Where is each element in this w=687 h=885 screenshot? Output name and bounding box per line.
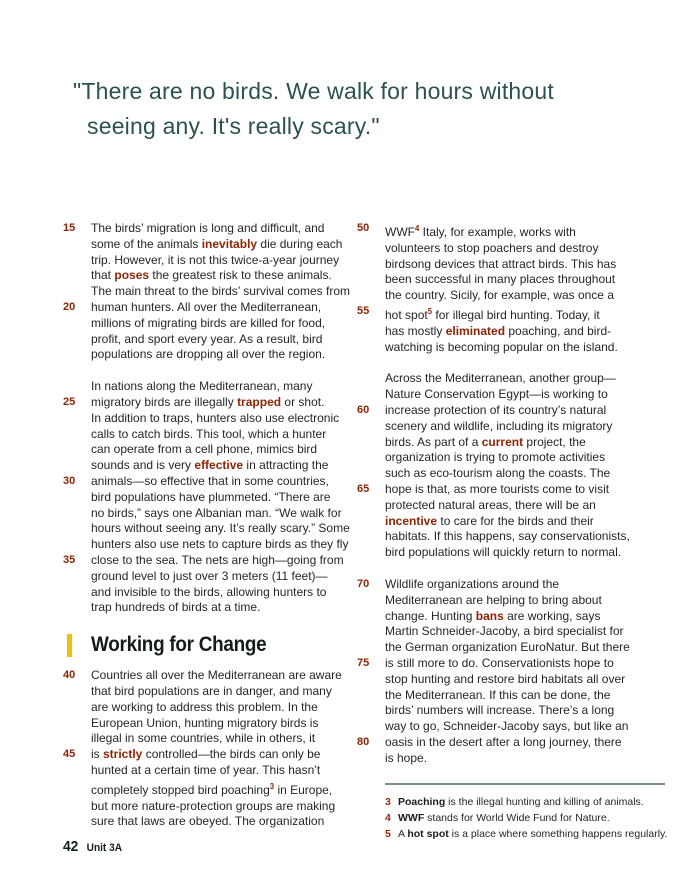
line-text: hunters also use nets to capture birds as they fly (91, 537, 349, 552)
text-line (357, 304, 665, 324)
line-text: The birds’ migration is long and difficult, and (91, 221, 325, 235)
text-line (63, 458, 357, 474)
text-line (357, 593, 665, 609)
text-line (357, 577, 665, 593)
text-line (63, 347, 357, 363)
text-line (63, 474, 357, 490)
text-line (63, 569, 357, 585)
line-text: the country. Sicily, for example, was once a (385, 288, 614, 303)
line-text: organization is trying to promote activities (385, 450, 606, 465)
line-number: 15 (63, 222, 76, 234)
text-line (63, 237, 357, 253)
text-line (357, 672, 665, 688)
line-text: the German organization EuroNatur. But there (385, 640, 630, 655)
vocabulary-word: eliminated (445, 323, 506, 338)
reading-column-left (63, 221, 357, 846)
line-text: birdsong devices that attract birds. This has (385, 256, 617, 271)
page-footer (63, 838, 122, 855)
text-line (63, 731, 357, 747)
line-text: hot spot$^5$ for illegal bird hunting. Today, it (385, 306, 600, 322)
line-text: illegal in some countries, while in others, it (91, 731, 316, 746)
line-text: Wildlife organizations around the (385, 576, 560, 591)
footnote-reference: 5 (427, 306, 433, 316)
text-line (357, 640, 665, 656)
line-text: human hunters. All over the Mediterranean, (91, 299, 322, 314)
paragraph (357, 221, 665, 355)
line-text: change. Hunting bans are working, says (385, 608, 601, 623)
text-line (357, 257, 665, 273)
text-line (63, 537, 357, 553)
line-text: millions of migrating birds are killed for food, (91, 315, 326, 330)
line-text: hours without seeing any. It’s really scary.” Some (91, 521, 350, 536)
line-number: 20 (63, 300, 76, 313)
text-line (63, 716, 357, 732)
text-line (63, 506, 357, 522)
footnotes (385, 795, 668, 842)
line-text: In addition to traps, hunters also use electronic (91, 410, 340, 425)
section-heading (63, 632, 357, 658)
footnote-item (385, 795, 665, 810)
paragraph (63, 668, 357, 830)
vocabulary-word: current (481, 434, 524, 449)
line-number: 35 (63, 553, 76, 566)
text-line (357, 529, 665, 545)
vocabulary-word: bans (475, 608, 504, 623)
text-line (63, 300, 357, 316)
text-line (63, 799, 357, 815)
line-text: trip. However, it is not this twice-a-year journey (91, 252, 340, 267)
text-line (63, 395, 357, 411)
line-text: has mostly eliminated poaching, and bird- (385, 323, 612, 338)
line-text: oasis in the desert after a long journey, there (385, 734, 622, 749)
paragraph (357, 371, 665, 561)
text-line (63, 332, 357, 348)
text-line (357, 514, 665, 530)
line-text: animals—so effective that in some countries, (91, 473, 329, 488)
vocabulary-word: inevitably (201, 236, 258, 251)
line-text: European Union, hunting migratory birds is (91, 715, 319, 730)
line-text: habitats. If this happens, say conservationists, (385, 529, 630, 544)
line-text: no birds,” says one Albanian man. “We walk for (91, 505, 342, 520)
section-heading-title: Working for Change (91, 633, 267, 657)
text-line (357, 435, 665, 451)
line-text: The main threat to the birds’ survival comes from (91, 284, 350, 299)
reading-column-right (357, 221, 668, 843)
line-number: 30 (63, 474, 76, 487)
footnote-number: 3 (385, 795, 391, 808)
line-number: 75 (357, 656, 370, 669)
line-text: hope is that, as more tourists come to visit (385, 481, 610, 496)
line-text: way to go, Schneider-Jacoby says, but like an (385, 719, 629, 734)
text-line (357, 272, 665, 288)
line-text: incentive to care for the birds and their (385, 513, 594, 528)
pull-quote-line-2: seeing any. It's really scary." (87, 113, 380, 139)
line-text: bird populations have plummeted. “There are (91, 489, 331, 504)
text-line (63, 521, 357, 537)
line-text: ground level to just over 3 meters (11 feet)— (91, 568, 328, 583)
line-text: volunteers to stop poachers and destroy (385, 240, 599, 255)
line-text: close to the sea. The nets are high—going from (91, 552, 344, 567)
footnote-text: A hot spot is a place where something happens regularly. (398, 827, 668, 840)
line-number: 50 (357, 222, 370, 234)
line-text: increase protection of its country’s natural (385, 402, 607, 417)
text-line (63, 779, 357, 799)
footnote-divider (385, 783, 665, 785)
line-text: such as eco-tourism along the coasts. The (385, 466, 611, 481)
text-line (357, 221, 665, 241)
line-text: Martin Schneider-Jacoby, a bird specialist for (385, 624, 624, 639)
line-text: the Mediterranean. If this can be done, the (385, 687, 611, 702)
footnote-reference: 3 (269, 781, 275, 791)
line-text: Countries all over the Mediterranean are aware (91, 668, 342, 683)
vocabulary-word: poses (114, 268, 150, 283)
line-text: WWF$^4$ Italy, for example, works with (385, 224, 576, 239)
footnote-number: 5 (385, 827, 391, 840)
vocabulary-word: strictly (103, 747, 143, 762)
text-line (63, 600, 357, 616)
text-line (63, 253, 357, 269)
text-line (63, 316, 357, 332)
text-line (63, 668, 357, 684)
line-number: 40 (63, 669, 76, 682)
line-number: 80 (357, 735, 370, 748)
line-text: protected natural areas, there will be an (385, 497, 596, 512)
line-text: birds’ numbers will increase. There’s a long (385, 703, 615, 718)
line-text: that poses the greatest risk to these animals. (91, 268, 332, 283)
line-text: is hope. (385, 750, 428, 765)
vocabulary-word: trapped (237, 394, 282, 409)
line-number: 55 (357, 304, 370, 317)
line-text: hunted at a certain time of year. This hasn’t (91, 762, 321, 777)
text-line (357, 624, 665, 640)
footnote-number: 4 (385, 811, 391, 824)
text-line (63, 284, 357, 300)
text-line (63, 411, 357, 427)
line-text: Mediterranean are helping to bring about (385, 592, 602, 607)
vocabulary-word: incentive (385, 513, 438, 528)
text-line (357, 340, 665, 356)
line-text: sure that laws are obeyed. The organization (91, 814, 325, 829)
line-number: 65 (357, 482, 370, 495)
footnote-text: Poaching is the illegal hunting and killing of animals. (398, 795, 644, 808)
line-text: birds. As part of a current project, the (385, 434, 586, 449)
text-line (357, 403, 665, 419)
heading-accent-bar (67, 634, 72, 657)
line-text: been successful in many places throughout (385, 272, 616, 287)
glossary-term: WWF (398, 811, 425, 824)
footnote-reference: 4 (414, 224, 420, 233)
text-line (63, 763, 357, 779)
line-text: bird populations will quickly return to normal. (385, 545, 622, 560)
text-line (357, 371, 665, 387)
footnote-item (385, 827, 668, 842)
line-text: In nations along the Mediterranean, many (91, 379, 313, 394)
text-line (63, 268, 357, 284)
pull-quote (73, 74, 554, 144)
line-text: some of the animals inevitably die during each (91, 236, 343, 251)
line-text: sounds and is very effective in attracting the (91, 458, 329, 473)
page-number: 42 (63, 838, 79, 855)
text-line (357, 387, 665, 403)
pull-quote-line-1: "There are no birds. We walk for hours without (73, 78, 554, 104)
text-line (357, 735, 665, 751)
line-text: stop hunting and restore bird habitats all over (385, 671, 626, 686)
paragraph (63, 379, 357, 616)
line-text: is strictly controlled—the birds can only be (91, 747, 321, 762)
text-line (63, 221, 357, 237)
text-line (357, 288, 665, 304)
text-line (63, 553, 357, 569)
text-line (63, 427, 357, 443)
line-text: profit, and sport every year. As a result, bird (91, 331, 323, 346)
text-line (63, 442, 357, 458)
line-text: completely stopped bird poaching$^3$ in Europe, (91, 781, 333, 797)
text-line (357, 324, 665, 340)
line-text: but more nature-protection groups are making (91, 798, 336, 813)
text-line (357, 719, 665, 735)
line-number: 60 (357, 403, 370, 416)
vocabulary-word: effective (194, 458, 244, 473)
text-line (357, 466, 665, 482)
line-text: calls to catch birds. This tool, which a hunter (91, 426, 327, 441)
line-text: and invisible to the birds, allowing hunters to (91, 584, 327, 599)
text-line (357, 609, 665, 625)
text-line (63, 700, 357, 716)
text-line (63, 684, 357, 700)
text-line (357, 482, 665, 498)
line-number: 25 (63, 395, 76, 408)
text-line (357, 498, 665, 514)
line-text: trap hundreds of birds at a time. (91, 600, 261, 615)
line-text: Across the Mediterranean, another group— (385, 371, 616, 386)
line-text: can operate from a cell phone, mimics bird (91, 442, 318, 457)
text-line (357, 751, 665, 767)
text-line (63, 379, 357, 395)
paragraph (63, 221, 357, 363)
footnote-item (385, 811, 665, 826)
text-line (357, 545, 665, 561)
text-line (357, 656, 665, 672)
text-line (63, 585, 357, 601)
text-line (63, 490, 357, 506)
line-number: 45 (63, 748, 76, 761)
glossary-term: Poaching (398, 795, 446, 808)
glossary-term: hot spot (407, 827, 449, 840)
line-text: Nature Conservation Egypt—is working to (385, 387, 608, 402)
text-line (357, 419, 665, 435)
text-line (63, 747, 357, 763)
paragraph (357, 577, 665, 767)
line-text: that bird populations are in danger, and many (91, 683, 332, 698)
text-line (357, 241, 665, 257)
line-text: is still more to do. Conservationists hope to (385, 655, 614, 670)
line-number: 70 (357, 577, 370, 590)
footnote-text: WWF stands for World Wide Fund for Nature. (398, 811, 610, 824)
line-text: are working to address this problem. In the (91, 699, 318, 714)
line-text: migratory birds are illegally trapped or shot. (91, 394, 325, 409)
text-line (357, 450, 665, 466)
line-text: scenery and wildlife, including its migratory (385, 418, 613, 433)
text-line (63, 814, 357, 830)
line-text: watching is becoming popular on the island. (385, 339, 618, 354)
line-text: populations are dropping all over the region. (91, 347, 326, 362)
text-line (357, 703, 665, 719)
text-line (357, 688, 665, 704)
unit-label: Unit 3A (86, 842, 123, 854)
